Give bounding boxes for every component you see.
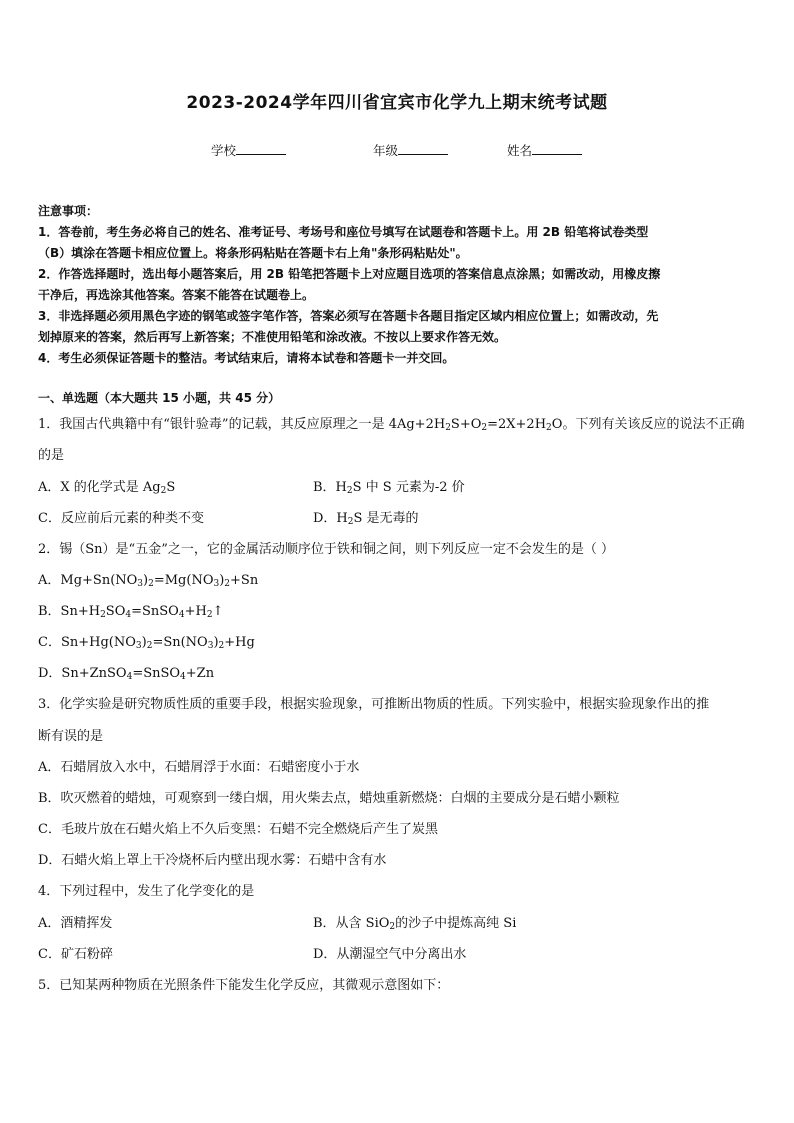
question-2-option-c[interactable]: C．$Sn+Hg(NO_3)_2=Sn(NO_3)_2+Hg$ [38, 635, 255, 651]
question-3-option-a[interactable]: A．石蜡屑放入水中，石蜡屑浮于水面：石蜡密度小于水 [38, 760, 360, 775]
question-1-option-b[interactable]: B．$H_2S$ 中 S 元素为-2 价 [313, 480, 465, 496]
question-2-stem: 2．锡（Sn）是“五金”之一，它的金属活动顺序位于铁和铜之间，则下列反应一定不会发生的是（ ） [38, 542, 614, 557]
student-info-row [0, 141, 794, 159]
question-3-option-c[interactable]: C．毛玻片放在石蜡火焰上不久后变黑：石蜡不完全燃烧后产生了炭黑 [38, 822, 438, 837]
notice-heading: 注意事项： [38, 204, 99, 218]
notice-line-1: 1．答卷前，考生务必将自己的姓名、准考证号、考场号和座位号填写在试题卷和答题卡上。用 2B 铅笔将试卷类型 [38, 225, 649, 239]
question-4-option-a[interactable]: A．酒精挥发 [38, 916, 113, 931]
question-2-option-d[interactable]: D．Sn+ZnSO$_4$=SnSO$_4$+Zn [38, 666, 215, 682]
name-field[interactable]: 姓名 [507, 141, 582, 159]
page-title: 2023-2024学年四川省宜宾市化学九上期末统考试题 [186, 93, 608, 113]
question-1-stem: 1．我国古代典籍中有“银针验毒”的记载，其反应原理之一是 $4Ag+2H_2S+O_2=2X+2H_2O$。下列有关该反应的说法不正确 [38, 417, 745, 433]
question-4-option-b[interactable]: B．从含 SiO$_2$的沙子中提炼高纯 Si [313, 916, 517, 932]
notice-line-6: 划掉原来的答案，然后再写上新答案；不准使用铅笔和涂改液。不按以上要求作答无效。 [38, 330, 507, 344]
question-1-option-a[interactable]: A．X 的化学式是 $Ag_2S$ [38, 480, 176, 496]
question-1-stem-cont: 的是 [38, 448, 65, 463]
question-4-stem: 4．下列过程中，发生了化学变化的是 [38, 884, 255, 899]
question-3-option-d[interactable]: D．石蜡火焰上罩上干冷烧杯后内壁出现水雾：石蜡中含有水 [38, 853, 387, 868]
notice-line-7: 4．考生必须保证答题卡的整洁。考试结束后，请将本试卷和答题卡一并交回。 [38, 351, 455, 365]
notice-line-3: 2．作答选择题时，选出每小题答案后，用 2B 铅笔把答题卡上对应题目选项的答案信息点涂黑；如需改动，用橡皮擦 [38, 267, 661, 281]
section-heading: 一、单选题（本大题共 15 小题，共 45 分） [38, 391, 281, 405]
name-blank[interactable] [532, 142, 582, 155]
question-5-stem: 5．已知某两种物质在光照条件下能发生化学反应，其微观示意图如下： [38, 978, 450, 993]
question-2-option-b[interactable]: B．$Sn+H_2SO_4=SnSO_4+H_2↑$ [38, 604, 224, 620]
grade-blank[interactable] [398, 142, 448, 155]
notice-line-2: （B）填涂在答题卡相应位置上。将条形码粘贴在答题卡右上角"条形码粘贴处"。 [38, 246, 468, 260]
question-3-stem-cont: 断有误的是 [38, 729, 104, 744]
notice-line-4: 干净后，再选涂其他答案。答案不能答在试题卷上。 [38, 288, 315, 302]
question-3-stem: 3．化学实验是研究物质性质的重要手段，根据实验现象，可推断出物质的性质。下列实验中，根据实验现象作出的推 [38, 697, 710, 712]
question-2-option-a[interactable]: A．$Mg+Sn(NO_3)_2=Mg(NO_3)_2+Sn$ [38, 573, 259, 589]
question-1-option-c[interactable]: C．反应前后元素的种类不变 [38, 511, 204, 526]
grade-field[interactable]: 年级 [373, 141, 448, 159]
notice-line-5: 3．非选择题必须用黑色字迹的钢笔或签字笔作答，答案必须写在答题卡各题目指定区域内相应位置上；如需改动，先 [38, 309, 659, 323]
question-1-option-d[interactable]: D．$H_2S$ 是无毒的 [313, 511, 419, 527]
school-blank[interactable] [236, 142, 286, 155]
question-4-option-c[interactable]: C．矿石粉碎 [38, 947, 113, 962]
question-3-option-b[interactable]: B．吹灭燃着的蜡烛，可观察到一缕白烟，用火柴去点，蜡烛重新燃烧：白烟的主要成分是石蜡小颗粒 [38, 791, 620, 806]
question-4-option-d[interactable]: D．从潮湿空气中分离出水 [313, 947, 467, 962]
school-field[interactable]: 学校 [211, 141, 286, 159]
